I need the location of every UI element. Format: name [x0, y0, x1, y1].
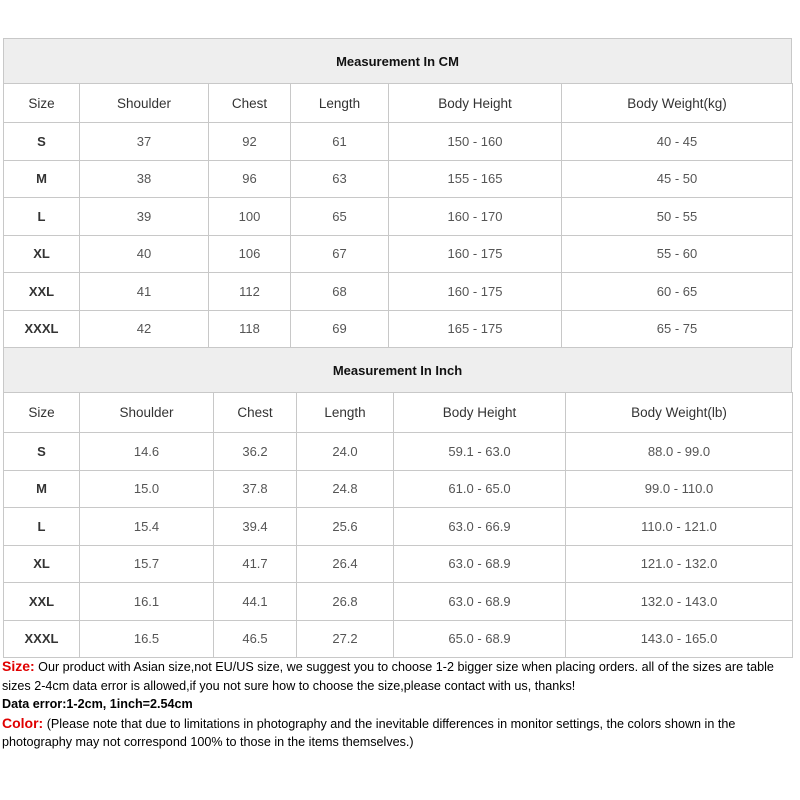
- table-row: [4, 310, 793, 348]
- inch-value-cell: 39.4: [214, 508, 297, 546]
- inch-value-cell: 63.0 - 68.9: [394, 545, 566, 583]
- inch-value-cell: 121.0 - 132.0: [566, 545, 793, 583]
- inch-value-cell: 37.8: [214, 470, 297, 508]
- data-error-note: Data error:1-2cm, 1inch=2.54cm: [2, 697, 193, 711]
- size-note-text: Our product with Asian size,not EU/US size, we suggest you to choose 1-2 bigger size when placing orders. all of the sizes are table sizes 2-4cm data error is allowed,if you not sure how to choose the size,please contact with us, thanks!: [2, 660, 774, 693]
- inch-header-cell: Body Height: [394, 393, 566, 433]
- inch-value-cell: 88.0 - 99.0: [566, 433, 793, 471]
- table-row: [4, 470, 793, 508]
- size-notes: [2, 657, 794, 752]
- inch-table-title: Measurement In Inch: [3, 347, 792, 392]
- inch-value-cell: 15.0: [80, 470, 214, 508]
- table-row: [4, 198, 793, 236]
- cm-value-cell: 106: [209, 235, 291, 273]
- cm-value-cell: 100: [209, 198, 291, 236]
- inch-size-cell: L: [4, 508, 80, 546]
- cm-value-cell: 39: [80, 198, 209, 236]
- cm-value-cell: 150 - 160: [389, 123, 562, 161]
- table-row: [4, 508, 793, 546]
- cm-value-cell: 40: [80, 235, 209, 273]
- inch-size-cell: S: [4, 433, 80, 471]
- cm-size-cell: M: [4, 160, 80, 198]
- cm-value-cell: 61: [291, 123, 389, 161]
- table-row: [4, 620, 793, 658]
- cm-header-cell: Shoulder: [80, 84, 209, 123]
- cm-value-cell: 160 - 175: [389, 273, 562, 311]
- cm-table-title: Measurement In CM: [3, 38, 792, 83]
- cm-value-cell: 41: [80, 273, 209, 311]
- inch-value-cell: 61.0 - 65.0: [394, 470, 566, 508]
- inch-value-cell: 41.7: [214, 545, 297, 583]
- inch-size-cell: M: [4, 470, 80, 508]
- inch-value-cell: 63.0 - 66.9: [394, 508, 566, 546]
- cm-value-cell: 155 - 165: [389, 160, 562, 198]
- inch-value-cell: 132.0 - 143.0: [566, 583, 793, 621]
- color-note: [2, 714, 794, 752]
- inch-value-cell: 27.2: [297, 620, 394, 658]
- size-note: [2, 657, 794, 695]
- inch-size-cell: XL: [4, 545, 80, 583]
- cm-value-cell: 38: [80, 160, 209, 198]
- cm-size-cell: XXXL: [4, 310, 80, 348]
- cm-value-cell: 40 - 45: [562, 123, 793, 161]
- cm-header-row: [4, 84, 793, 123]
- cm-measurement-table: [3, 38, 792, 348]
- cm-value-cell: 42: [80, 310, 209, 348]
- cm-value-cell: 92: [209, 123, 291, 161]
- table-row: [4, 433, 793, 471]
- cm-value-cell: 60 - 65: [562, 273, 793, 311]
- inch-value-cell: 26.4: [297, 545, 394, 583]
- cm-value-cell: 69: [291, 310, 389, 348]
- inch-header-cell: Body Weight(lb): [566, 393, 793, 433]
- inch-value-cell: 143.0 - 165.0: [566, 620, 793, 658]
- inch-header-cell: Shoulder: [80, 393, 214, 433]
- cm-value-cell: 65: [291, 198, 389, 236]
- inch-value-cell: 16.1: [80, 583, 214, 621]
- cm-size-cell: L: [4, 198, 80, 236]
- inch-header-cell: Chest: [214, 393, 297, 433]
- inch-value-cell: 59.1 - 63.0: [394, 433, 566, 471]
- inch-value-cell: 25.6: [297, 508, 394, 546]
- cm-value-cell: 165 - 175: [389, 310, 562, 348]
- inch-value-cell: 110.0 - 121.0: [566, 508, 793, 546]
- inch-value-cell: 26.8: [297, 583, 394, 621]
- cm-value-cell: 96: [209, 160, 291, 198]
- inch-value-cell: 24.8: [297, 470, 394, 508]
- table-row: [4, 235, 793, 273]
- inch-value-cell: 24.0: [297, 433, 394, 471]
- inch-measurement-table: [3, 347, 792, 658]
- cm-value-cell: 37: [80, 123, 209, 161]
- cm-value-cell: 67: [291, 235, 389, 273]
- cm-size-cell: XXL: [4, 273, 80, 311]
- table-row: [4, 273, 793, 311]
- inch-size-cell: XXL: [4, 583, 80, 621]
- cm-size-table: [3, 83, 793, 348]
- cm-value-cell: 55 - 60: [562, 235, 793, 273]
- inch-value-cell: 16.5: [80, 620, 214, 658]
- inch-value-cell: 99.0 - 110.0: [566, 470, 793, 508]
- cm-value-cell: 50 - 55: [562, 198, 793, 236]
- inch-value-cell: 15.7: [80, 545, 214, 583]
- table-row: [4, 545, 793, 583]
- inch-value-cell: 65.0 - 68.9: [394, 620, 566, 658]
- color-note-text: (Please note that due to limitations in photography and the inevitable differences in monitor settings, the colors shown in the photography may not correspond 100% to those in the items themselves.): [2, 716, 736, 749]
- cm-value-cell: 45 - 50: [562, 160, 793, 198]
- cm-size-cell: S: [4, 123, 80, 161]
- size-note-label: Size:: [2, 658, 35, 674]
- inch-size-cell: XXXL: [4, 620, 80, 658]
- inch-value-cell: 15.4: [80, 508, 214, 546]
- cm-value-cell: 160 - 175: [389, 235, 562, 273]
- inch-value-cell: 46.5: [214, 620, 297, 658]
- inch-header-cell: Length: [297, 393, 394, 433]
- cm-value-cell: 112: [209, 273, 291, 311]
- inch-value-cell: 63.0 - 68.9: [394, 583, 566, 621]
- cm-value-cell: 68: [291, 273, 389, 311]
- inch-header-cell: Size: [4, 393, 80, 433]
- table-row: [4, 583, 793, 621]
- inch-header-row: [4, 393, 793, 433]
- table-row: [4, 123, 793, 161]
- inch-size-table: [3, 392, 793, 658]
- color-note-label: Color:: [2, 714, 44, 731]
- inch-value-cell: 36.2: [214, 433, 297, 471]
- cm-value-cell: 63: [291, 160, 389, 198]
- inch-value-cell: 14.6: [80, 433, 214, 471]
- table-row: [4, 160, 793, 198]
- cm-size-cell: XL: [4, 235, 80, 273]
- cm-header-cell: Length: [291, 84, 389, 123]
- cm-value-cell: 65 - 75: [562, 310, 793, 348]
- cm-header-cell: Body Weight(kg): [562, 84, 793, 123]
- inch-value-cell: 44.1: [214, 583, 297, 621]
- cm-value-cell: 118: [209, 310, 291, 348]
- cm-header-cell: Chest: [209, 84, 291, 123]
- cm-value-cell: 160 - 170: [389, 198, 562, 236]
- cm-header-cell: Body Height: [389, 84, 562, 123]
- cm-header-cell: Size: [4, 84, 80, 123]
